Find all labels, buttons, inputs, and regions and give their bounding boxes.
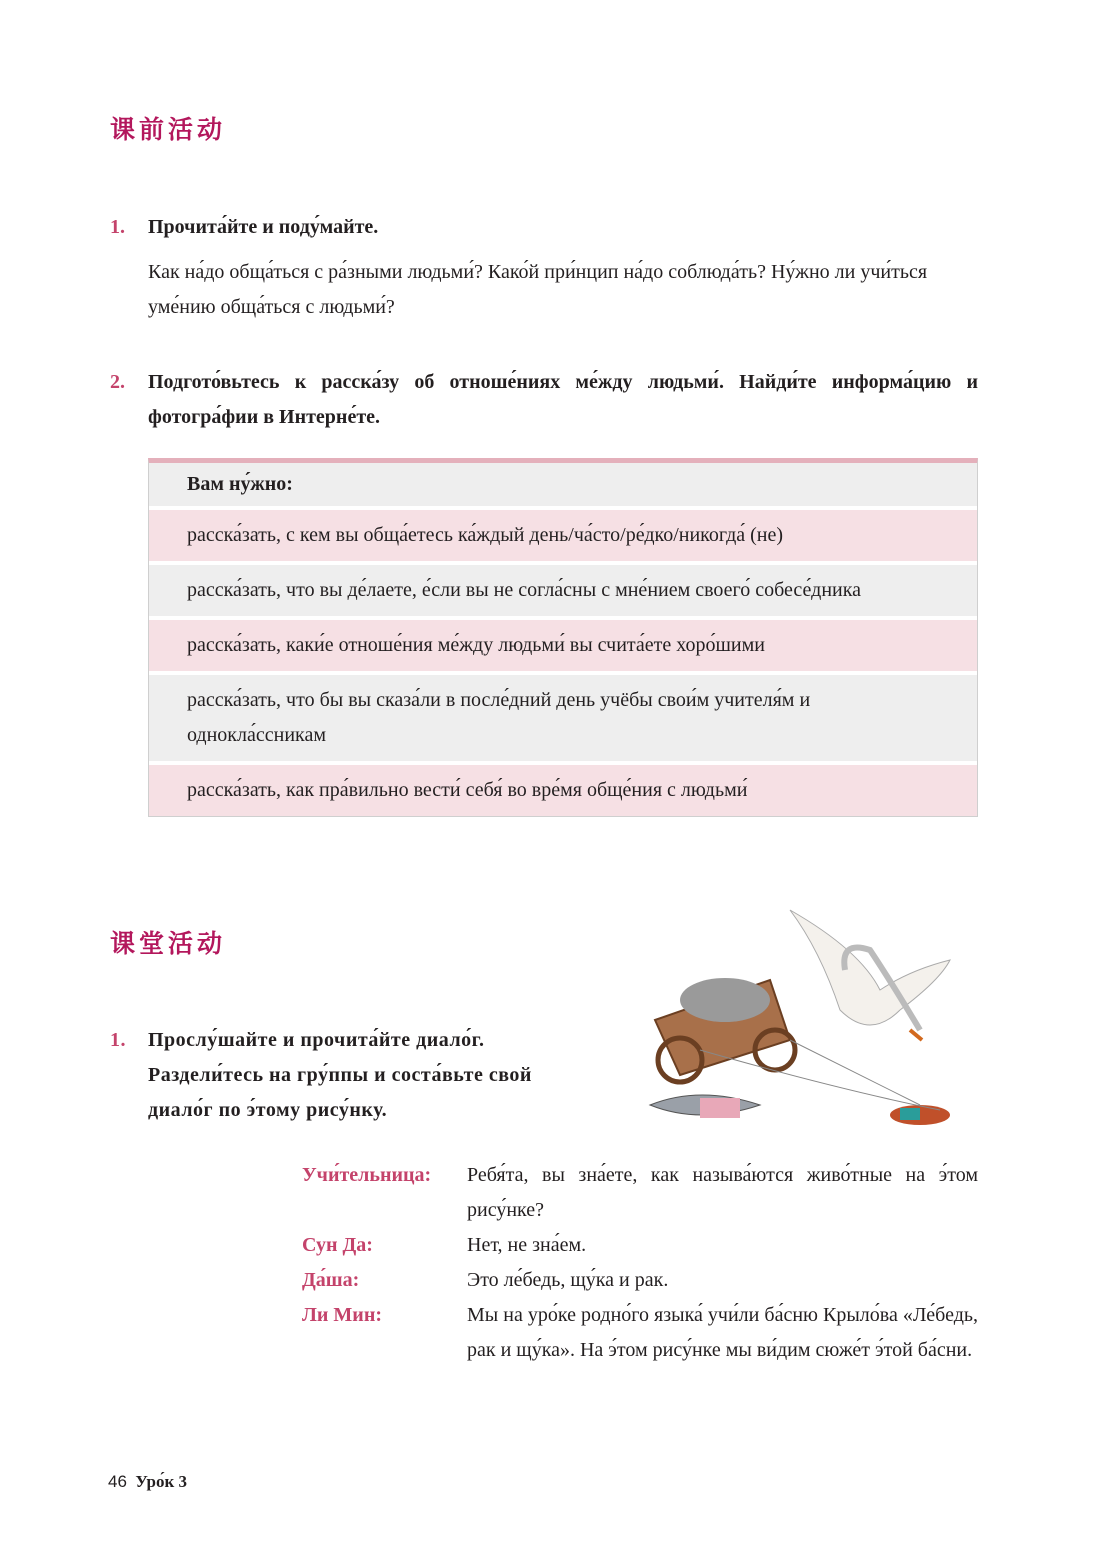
cart-illustration <box>655 978 795 1082</box>
dialog-line <box>302 1228 978 1263</box>
task-2 <box>110 365 978 435</box>
swan-illustration <box>790 910 950 1040</box>
task-title: Подгото́вьтесь к расска́зу об отноше́ниях ме́жду людьми́. Найди́те информа́цию и фотогра́фии в Интерне́те. <box>148 371 978 428</box>
utterance: Нет, не зна́ем. <box>467 1234 587 1256</box>
dialog-line <box>302 1158 978 1228</box>
crayfish-illustration <box>890 1105 950 1125</box>
section-title-in-class: 课堂活动 <box>110 929 227 958</box>
requirements-table <box>148 458 978 817</box>
task-1 <box>110 210 378 245</box>
section-title-pre-class: 课前活动 <box>110 115 227 144</box>
task-number: 1. <box>110 1029 126 1051</box>
task-number: 1. <box>110 216 125 238</box>
page-footer <box>108 1472 187 1492</box>
dialog-task <box>110 1023 560 1128</box>
speaker: Учи́тельница: <box>302 1164 432 1186</box>
lesson-label: Уро́к 3 <box>135 1472 188 1491</box>
table-row: расска́зать, каки́е отноше́ния ме́жду людьми́ вы счита́ете хоро́шими <box>149 620 977 675</box>
table-row: расска́зать, как пра́вильно вести́ себя́ во вре́мя обще́ния с людьми́ <box>149 765 977 816</box>
speaker: Сун Да: <box>302 1234 373 1256</box>
dialog-line <box>302 1298 978 1368</box>
task-1-text: Как на́до обща́ться с ра́зными людьми́? Како́й при́нцип на́до соблюда́ть? Ну́жно ли учи́ться уме́нию обща́ться с людьми́? <box>148 261 928 318</box>
dialog-line <box>302 1263 978 1298</box>
pike-illustration <box>650 1095 760 1118</box>
task-title: Прочита́йте и поду́майте. <box>148 216 379 238</box>
table-header: Вам ну́жно: <box>149 463 977 510</box>
table-row: расска́зать, с кем вы обща́етесь ка́ждый день/ча́сто/ре́дко/никогда́ (не) <box>149 510 977 565</box>
swan-pike-crayfish-illustration <box>640 890 980 1155</box>
utterance: Ребя́та, вы зна́ете, как называ́ются живо́тные на э́том рису́нке? <box>467 1164 978 1221</box>
dialog <box>302 1158 978 1368</box>
utterance: Это ле́бедь, щу́ка и рак. <box>467 1269 669 1291</box>
page-number: 46 <box>108 1472 127 1491</box>
speaker: Да́ша: <box>302 1269 360 1291</box>
task-number: 2. <box>110 371 125 393</box>
table-row: расска́зать, что вы де́лаете, е́сли вы не согла́сны с мне́нием своего́ собесе́дника <box>149 565 977 620</box>
table-row: расска́зать, что бы вы сказа́ли в после́дний день учёбы свои́м учителя́м и однокла́ссникам <box>149 675 977 765</box>
speaker: Ли Мин: <box>302 1304 383 1326</box>
task-title: Прослу́шайте и прочита́йте диало́г. Раздели́тесь на гру́ппы и соста́вьте свой диало́г по э́тому рису́нку. <box>148 1029 532 1121</box>
utterance: Мы на уро́ке родно́го языка́ учи́ли ба́сню Крыло́ва «Ле́бедь, рак и щу́ка». На э́том рису́нке мы ви́дим сюже́т э́той ба́сни. <box>467 1304 978 1361</box>
